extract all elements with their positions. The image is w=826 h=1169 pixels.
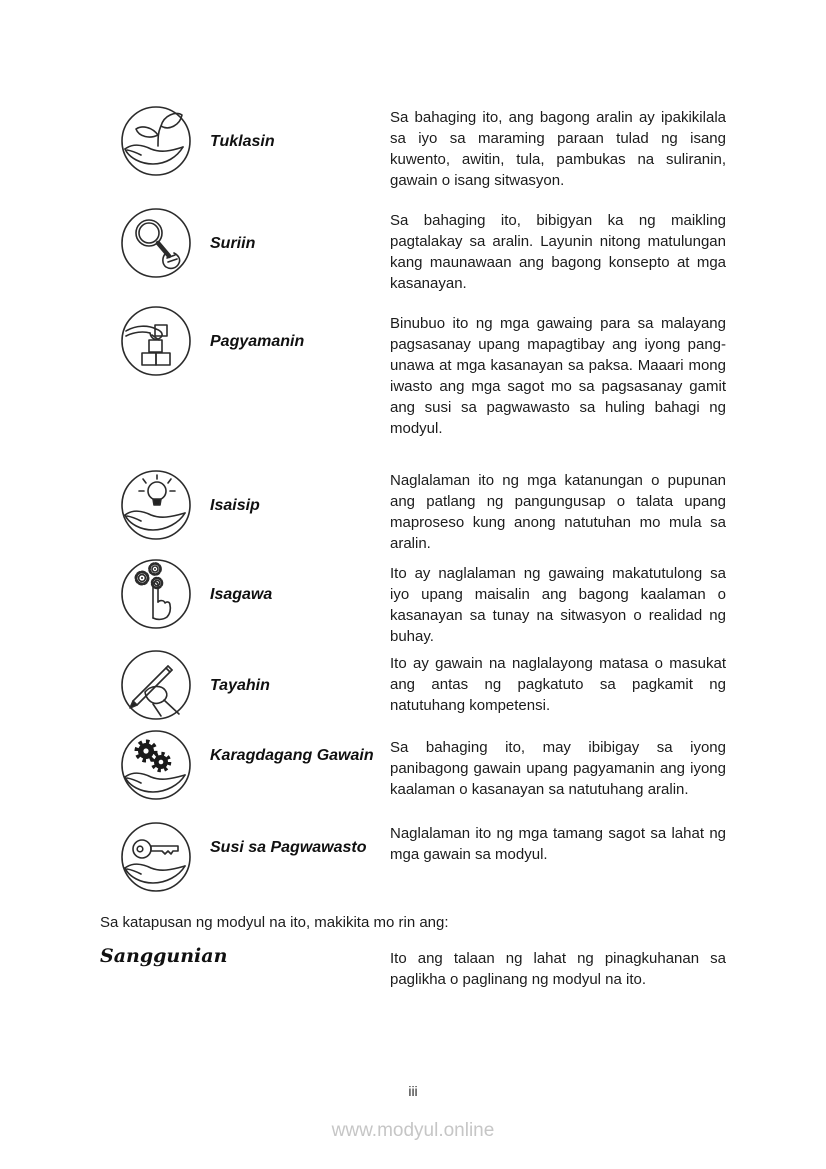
section-description: Sa bahaging ito, ang bagong aralin ay ipakikilala sa iyo sa maraming paraan tulad ng isang kuwento, awitin, tula, pambukas na suliranin, gawain o isang sitwasyon. — [390, 109, 726, 189]
gears-finger-icon — [119, 557, 193, 631]
section-label-suriin: Suriin — [210, 235, 256, 252]
section-label-pagyamanin: Pagyamanin — [210, 333, 305, 350]
lightbulb-hand-icon — [119, 468, 193, 542]
gears-hand-icon — [119, 728, 193, 802]
section-label-susi-sa-pagwawasto: Susi sa Pagwawasto — [210, 839, 367, 856]
section-label-karagdagang-gawain: Karagdagang Gawain — [210, 747, 374, 764]
section-label-isagawa: Isagawa — [210, 586, 273, 603]
section-description: Binubuo ito ng mga gawaing para sa malayang pagsasanay upang mapagtibay ang iyong pang-unawa at mga kasanayan sa paksa. Maaari mong iwasto ang mga sagot mo sa pagsasanay gamit ang susi sa pagwawasto sa huling bahagi ng modyul. — [390, 315, 726, 437]
section-description: Sa bahaging ito, may ibibigay sa iyong panibagong gawain upang pagyamanin ang iyong kaalaman o kasanayan sa natutuhang aralin. — [390, 739, 726, 798]
key-hand-icon — [119, 820, 193, 894]
section-description: Ito ay gawain na naglalayong matasa o masukat ang antas ng pagkatuto sa pagkamit ng natutuhang kompetensi. — [390, 655, 726, 714]
page-number: iii — [408, 1083, 418, 1099]
watermark: www.modyul.online — [331, 1120, 495, 1141]
section-description: Ito ay naglalaman ng gawaing makatutulong sa iyo upang maisalin ang bagong kaalaman o kasanayan sa tunay na sitwasyon o realidad ng buhay. — [390, 565, 726, 645]
section-label-tayahin: Tayahin — [210, 677, 270, 694]
section-description: Sa bahaging ito, bibigyan ka ng maikling pagtalakay sa aralin. Layunin nitong matulungan kang maunawaan ang bagong konsepto at mga kasanayan. — [390, 212, 726, 292]
sanggunian-label: Sanggunian — [100, 945, 228, 967]
closing-line: Sa katapusan ng modyul na ito, makikita mo rin ang: — [100, 914, 449, 931]
blocks-hand-icon — [119, 304, 193, 378]
sanggunian-description: Ito ang talaan ng lahat ng pinagkuhanan sa paglikha o paglinang ng modyul na ito. — [390, 950, 726, 988]
section-label-tuklasin: Tuklasin — [210, 133, 275, 150]
pencil-hand-icon — [119, 648, 193, 722]
sprout-hand-icon — [119, 104, 193, 178]
section-description: Naglalaman ito ng mga katanungan o pupunan ang patlang ng pangungusap o talata upang maproseso kung anong natutuhan mo mula sa aralin. — [390, 472, 726, 552]
section-label-isaisip: Isaisip — [210, 497, 260, 514]
magnifier-hand-icon — [119, 206, 193, 280]
section-description: Naglalaman ito ng mga tamang sagot sa lahat ng mga gawain sa modyul. — [390, 825, 726, 863]
